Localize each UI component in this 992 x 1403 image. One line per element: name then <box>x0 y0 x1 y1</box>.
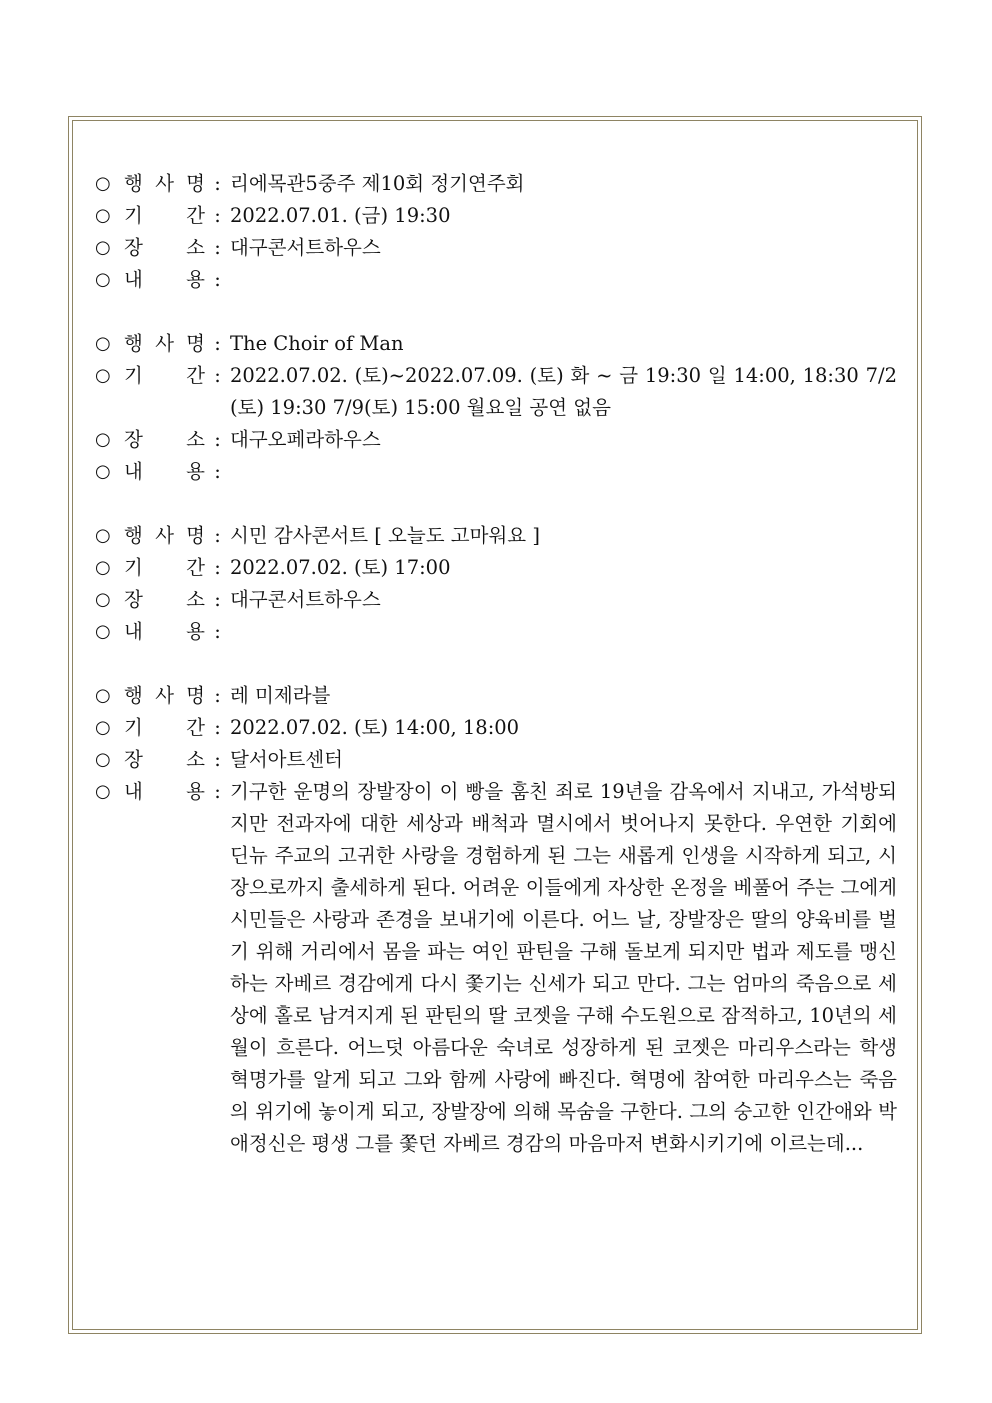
label-char: 간 <box>186 204 205 227</box>
label-char: 장 <box>124 428 143 451</box>
field-colon: : <box>214 588 221 611</box>
field-label-name <box>124 168 205 200</box>
field-value-name: 리에목관5중주 제10회 정기연주회 <box>230 172 525 195</box>
label-char: 용 <box>186 268 205 291</box>
label-char: 사 <box>155 332 174 355</box>
label-char: 간 <box>186 556 205 579</box>
field-value-place: 대구콘서트하우스 <box>230 236 381 259</box>
field-label-place <box>124 424 205 456</box>
bullet-circle-icon: ○ <box>95 237 111 258</box>
field-colon: : <box>214 204 221 227</box>
label-char: 명 <box>186 172 205 195</box>
event-content-row <box>95 616 897 648</box>
field-label-place <box>124 584 205 616</box>
bullet-circle-icon: ○ <box>95 781 111 802</box>
field-value-period: 2022.07.02. (토) 17:00 <box>230 556 451 579</box>
event-content-row <box>95 456 897 488</box>
event-list <box>95 168 897 1192</box>
bullet-circle-icon: ○ <box>95 621 111 642</box>
field-colon: : <box>214 524 221 547</box>
label-char: 내 <box>124 460 143 483</box>
field-label-place <box>124 744 205 776</box>
label-char: 사 <box>155 524 174 547</box>
label-char: 행 <box>124 524 143 547</box>
event-block <box>95 520 897 648</box>
field-label-content <box>124 456 205 488</box>
bullet-circle-icon: ○ <box>95 525 111 546</box>
event-block <box>95 680 897 1160</box>
bullet-circle-icon: ○ <box>95 429 111 450</box>
event-content-row <box>95 264 897 296</box>
label-char: 간 <box>186 364 205 387</box>
field-colon: : <box>214 684 221 707</box>
field-colon: : <box>214 364 221 387</box>
field-colon: : <box>214 748 221 771</box>
field-value-period: 2022.07.02. (토) 14:00, 18:00 <box>230 716 520 739</box>
label-char: 사 <box>155 684 174 707</box>
event-name-row <box>95 168 897 200</box>
event-block <box>95 328 897 488</box>
field-colon: : <box>214 620 221 643</box>
label-char: 용 <box>186 460 205 483</box>
field-label-content <box>124 264 205 296</box>
label-char: 기 <box>124 204 143 227</box>
bullet-circle-icon: ○ <box>95 749 111 770</box>
field-label-name <box>124 328 205 360</box>
label-char: 내 <box>124 268 143 291</box>
event-place-row <box>95 424 897 456</box>
label-char: 장 <box>124 748 143 771</box>
field-value-place: 달서아트센터 <box>230 748 344 771</box>
bullet-circle-icon: ○ <box>95 461 111 482</box>
label-char: 소 <box>186 748 205 771</box>
bullet-circle-icon: ○ <box>95 589 111 610</box>
field-label-period <box>124 360 205 392</box>
field-colon: : <box>214 236 221 259</box>
field-value-period: 2022.07.01. (금) 19:30 <box>230 204 451 227</box>
label-char: 소 <box>186 588 205 611</box>
label-char: 내 <box>124 780 143 803</box>
label-char: 행 <box>124 684 143 707</box>
field-value-place: 대구오페라하우스 <box>230 428 381 451</box>
field-label-name <box>124 680 205 712</box>
field-label-period <box>124 552 205 584</box>
event-name-row <box>95 680 897 712</box>
field-label-period <box>124 712 205 744</box>
event-period-row <box>95 712 897 744</box>
field-colon: : <box>214 556 221 579</box>
field-value-name: 레 미제라블 <box>230 684 331 707</box>
event-period-row <box>95 360 897 424</box>
label-char: 소 <box>186 428 205 451</box>
field-label-content <box>124 776 205 808</box>
field-colon: : <box>214 780 221 803</box>
label-char: 명 <box>186 524 205 547</box>
label-char: 용 <box>186 780 205 803</box>
event-place-row <box>95 744 897 776</box>
event-block <box>95 168 897 296</box>
event-place-row <box>95 232 897 264</box>
label-char: 행 <box>124 172 143 195</box>
label-char: 간 <box>186 716 205 739</box>
field-value-period: 2022.07.02. (토)~2022.07.09. (토) 화 ~ 금 19:30 일 14:00, 18:30 7/2 (토) 19:30 7/9(토) 15:00 월요일 공연 없음 <box>230 364 897 419</box>
bullet-circle-icon: ○ <box>95 269 111 290</box>
bullet-circle-icon: ○ <box>95 557 111 578</box>
event-name-row <box>95 520 897 552</box>
event-name-row <box>95 328 897 360</box>
field-value-name: The Choir of Man <box>230 332 404 355</box>
field-value-place: 대구콘서트하우스 <box>230 588 381 611</box>
bullet-circle-icon: ○ <box>95 173 111 194</box>
bullet-circle-icon: ○ <box>95 365 111 386</box>
field-colon: : <box>214 428 221 451</box>
event-period-row <box>95 552 897 584</box>
label-char: 명 <box>186 684 205 707</box>
label-char: 행 <box>124 332 143 355</box>
event-place-row <box>95 584 897 616</box>
event-content-row <box>95 776 897 1160</box>
label-char: 기 <box>124 556 143 579</box>
label-char: 장 <box>124 588 143 611</box>
label-char: 소 <box>186 236 205 259</box>
field-label-place <box>124 232 205 264</box>
bullet-circle-icon: ○ <box>95 333 111 354</box>
field-value-content: 기구한 운명의 장발장이 이 빵을 훔친 죄로 19년을 감옥에서 지내고, 가석방되지만 전과자에 대한 세상과 배척과 멸시에서 벗어나지 못한다. 우연한 기회에 딘뉴 주교의 고귀한 사랑을 경험하게 된 그는 새롭게 인생을 시작하게 되고, 시장으로까지 출세하게 된다. 어려운 이들에게 자상한 온정을 베풀어 주는 그에게 시민들은 사랑과 존경을 보내기에 이른다. 어느 날, 장발장은 딸의 양육비를 벌기 위해 거리에서 몸을 파는 여인 판틴을 구해 돌보게 되지만 법과 제도를 맹신하는 자베르 경감에게 다시 쫓기는 신세가 되고 만다. 그는 엄마의 죽음으로 세상에 홀로 남겨지게 된 판틴의 딸 코젯을 구해 수도원으로 잠적하고, 10년의 세월이 흐른다. 어느덧 아름다운 숙녀로 성장하게 된 코젯은 마리우스라는 학생 혁명가를 알게 되고 그와 함께 사랑에 빠진다. 혁명에 참여한 마리우스는 죽음의 위기에 놓이게 되고, 장발장에 의해 목숨을 구한다. 그의 숭고한 인간애와 박애정신은 평생 그를 쫓던 자베르 경감의 마음마저 변화시키기에 이르는데... <box>230 780 897 1155</box>
bullet-circle-icon: ○ <box>95 685 111 706</box>
label-char: 기 <box>124 716 143 739</box>
label-char: 사 <box>155 172 174 195</box>
label-char: 용 <box>186 620 205 643</box>
bullet-circle-icon: ○ <box>95 717 111 738</box>
field-label-name <box>124 520 205 552</box>
label-char: 내 <box>124 620 143 643</box>
field-label-content <box>124 616 205 648</box>
label-char: 장 <box>124 236 143 259</box>
bullet-circle-icon: ○ <box>95 205 111 226</box>
event-period-row <box>95 200 897 232</box>
field-label-period <box>124 200 205 232</box>
field-colon: : <box>214 716 221 739</box>
label-char: 기 <box>124 364 143 387</box>
field-value-name: 시민 감사콘서트 [ 오늘도 고마워요 ] <box>230 524 540 547</box>
field-colon: : <box>214 460 221 483</box>
field-colon: : <box>214 332 221 355</box>
field-colon: : <box>214 268 221 291</box>
label-char: 명 <box>186 332 205 355</box>
field-colon: : <box>214 172 221 195</box>
